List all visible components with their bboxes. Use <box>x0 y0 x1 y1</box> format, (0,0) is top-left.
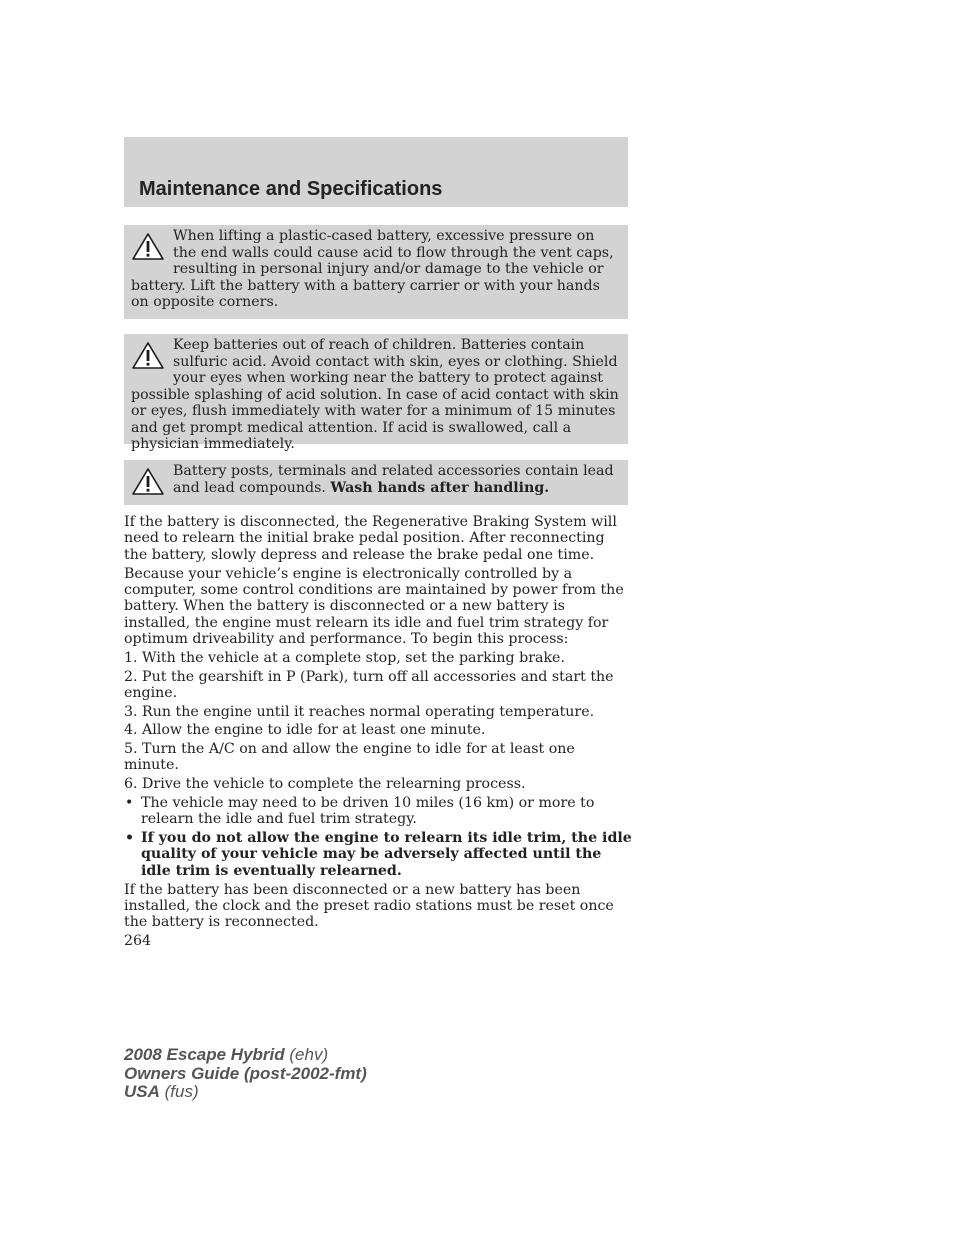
paragraph-clock-reset: If the battery has been disconnected or a new battery has been installed, the clock and the preset radio stations must be reset once the battery is reconnected. <box>124 881 614 931</box>
warning-box-lifting <box>124 225 628 319</box>
footer-model-code: (ehv) <box>284 1045 329 1064</box>
step-item: 3. Run the engine until it reaches normal operating temperature. <box>124 703 595 720</box>
warning-triangle-icon <box>131 341 165 371</box>
warning-box-acid <box>124 334 628 452</box>
footer-line-model <box>124 1046 367 1065</box>
footer-market-code: (fus) <box>159 1082 199 1101</box>
footer-guide: Owners Guide (post-2002-fmt) <box>124 1063 367 1083</box>
footer-model: 2008 Escape Hybrid <box>124 1045 285 1064</box>
paragraph-engine-relearn: Because your vehicle’s engine is electronically controlled by a computer, some control conditions are maintained by power from the battery. When the battery is disconnected or a new battery is installed, the engine must relearn its idle and fuel trim strategy for optimum driveability and performance. To begin this process: <box>124 565 624 648</box>
page-number: 264 <box>124 933 152 950</box>
bullet-text: The vehicle may need to be driven 10 miles (16 km) or more to relearn the idle and fuel trim strategy. <box>141 794 595 828</box>
warning-text: Keep batteries out of reach of children. Batteries contain sulfuric acid. Avoid contact with skin, eyes or clothing. Shield your eyes when working near the battery to protect against possible splashing of acid solution. In case of acid contact with skin or eyes, flush immediately with water for a minimum of 15 minutes and get prompt medical attention. If acid is swallowed, call a physician immediately. <box>131 337 619 452</box>
step-item: 1. With the vehicle at a complete stop, set the parking brake. <box>124 649 565 666</box>
section-header <box>124 137 628 207</box>
bullet-text: If you do not allow the engine to relearn its idle trim, the idle quality of your vehicle may be adversely affected until the idle trim is eventually relearned. <box>141 829 632 879</box>
body-content <box>124 514 632 952</box>
bullet-dot: • <box>125 829 135 846</box>
bullet-item <box>124 795 632 828</box>
document-footer <box>124 1046 367 1102</box>
warning-text: When lifting a plastic-cased battery, excessive pressure on the end walls could cause acid to flow through the vent caps, resulting in personal injury and/or damage to the vehicle or battery. Lift the battery with a battery carrier or with your hands on opposite corners. <box>131 228 614 310</box>
step-item: 4. Allow the engine to idle for at least one minute. <box>124 722 486 739</box>
bullet-item-warning <box>124 830 632 879</box>
step-item: 6. Drive the vehicle to complete the relearning process. <box>124 776 526 793</box>
warning-text: Battery posts, terminals and related accessories contain lead and lead compounds. <box>173 463 614 496</box>
step-item: 5. Turn the A/C on and allow the engine to idle for at least one minute. <box>124 741 575 774</box>
paragraph-brake-relearn: If the battery is disconnected, the Regenerative Braking System will need to relearn the initial brake pedal position. After reconnecting the battery, slowly depress and release the brake pedal one time. <box>124 514 617 563</box>
step-item: 2. Put the gearshift in P (Park), turn off all accessories and start the engine. <box>124 668 614 701</box>
bullet-dot: • <box>125 794 134 811</box>
warning-triangle-icon <box>131 232 165 262</box>
warning-box-lead <box>124 460 628 505</box>
footer-line-market <box>124 1083 367 1102</box>
footer-market: USA <box>124 1082 160 1101</box>
footer-line-guide <box>124 1065 367 1084</box>
section-title: Maintenance and Specifications <box>139 178 443 200</box>
warning-triangle-icon <box>131 467 165 497</box>
warning-emphasis: Wash hands after handling. <box>330 479 550 496</box>
